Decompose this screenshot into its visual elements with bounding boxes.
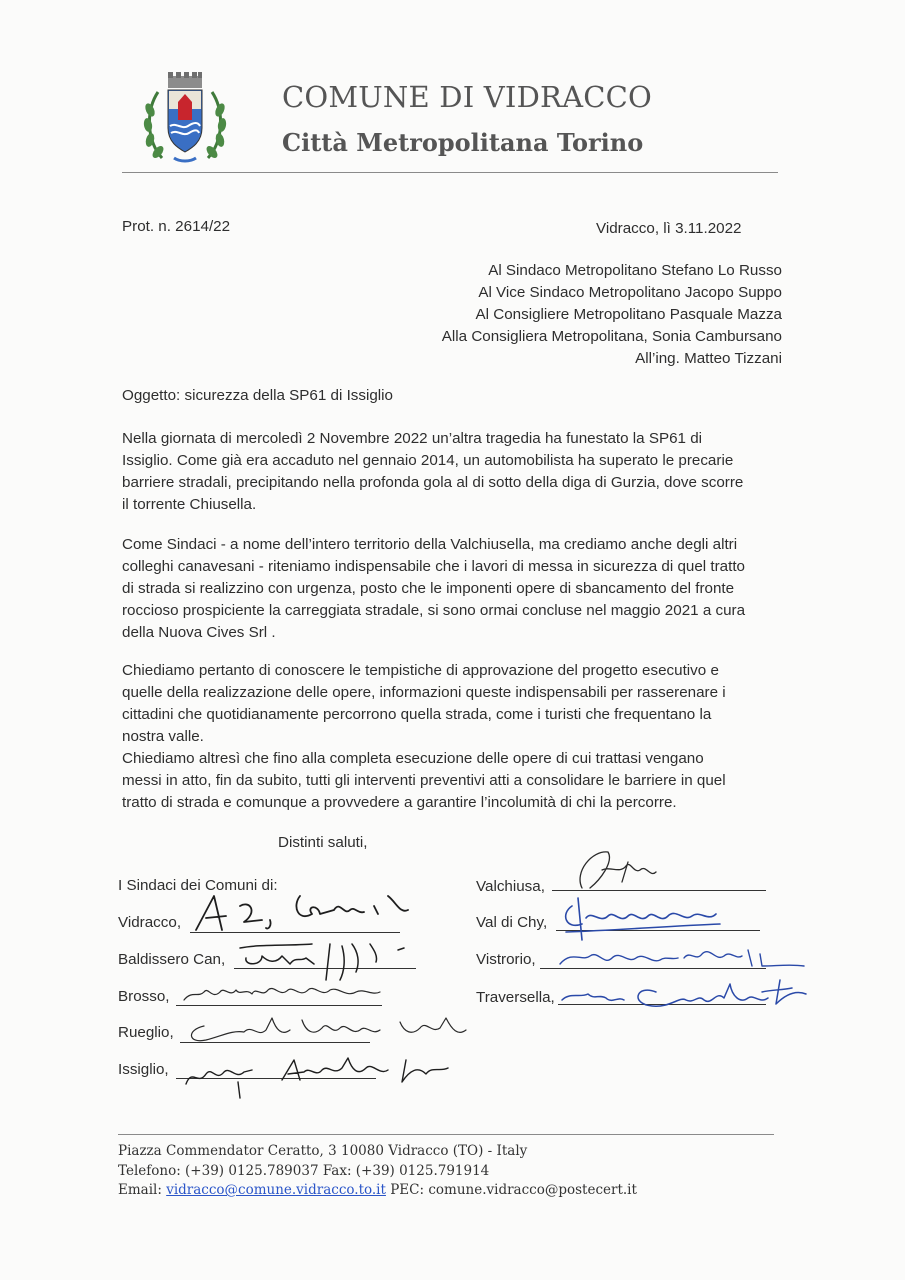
footer-divider — [118, 1134, 774, 1135]
municipality-title: COMUNE DI VIDRACCO — [282, 80, 652, 114]
recipient-line: Alla Consigliera Metropolitana, Sonia Cambursano — [441, 328, 782, 345]
signatory-val-di-chy: Val di Chy, — [476, 914, 548, 931]
signature-vistrorio — [560, 950, 804, 966]
paragraph-line: colleghi canavesani - riteniamo indispensabile che i lavori di messa in sicurezza di quel tratto — [122, 558, 746, 575]
signature-valchiusa — [580, 852, 656, 888]
paragraph-line: cittadini che quotidianamente percorrono quella strada, come i turisti che frequentano la — [122, 706, 712, 723]
paragraph-line: roccioso prospiciente la carreggiata stradale, si sono ormai concluse nel maggio 2021 a cura — [122, 602, 746, 619]
closing-greeting: Distinti saluti, — [278, 834, 368, 851]
signatories-intro: I Sindaci dei Comuni di: — [118, 877, 278, 894]
signatory-brosso: Brosso, — [118, 988, 170, 1005]
municipality-subtitle: Città Metropolitana Torino — [282, 128, 644, 157]
footer-phone: Telefono: (+39) 0125.789037 Fax: (+39) 0125.791914 — [118, 1163, 490, 1179]
paragraph-line: barriere stradali, precipitando nella profonda gola al di sotto della diga di Gurzia, dove scorre — [122, 474, 744, 491]
signature-vidracco — [196, 896, 408, 930]
signature-issiglio — [186, 1058, 448, 1098]
paragraph-line: il torrente Chiusella. — [122, 496, 257, 513]
paragraph-line: quelle della realizzazione delle opere, informazioni queste indispensabili per rasserenare i — [122, 684, 726, 701]
footer-contacts — [118, 1181, 637, 1200]
paragraph-line: di strada si realizzino con urgenza, posto che le imponenti opere di sbancamento del fronte — [122, 580, 735, 597]
signatory-traversella: Traversella, — [476, 989, 555, 1006]
paragraph-line: Issiglio. Come già era accaduto nel gennaio 2014, un automobilista ha superato le precarie — [122, 452, 734, 469]
paragraph-line: Chiediamo altresì che fino alla completa esecuzione delle opere di cui trattasi vengano — [122, 750, 704, 767]
paragraph-line: messi in atto, fin da subito, tutti gli interventi preventivi atti a consolidare le barriere in quel — [122, 772, 726, 789]
signature-brosso — [184, 988, 380, 1000]
signatory-valchiusa: Valchiusa, — [476, 878, 545, 895]
signatory-vidracco: Vidracco, — [118, 914, 182, 931]
paragraph-line: Nella giornata di mercoledì 2 Novembre 2022 un’altra tragedia ha funestato la SP61 di — [122, 430, 703, 447]
paragraph-line: della Nuova Cives Srl . — [122, 624, 276, 641]
pec-address: PEC: comune.vidracco@postecert.it — [385, 1182, 637, 1198]
signatory-issiglio: Issiglio, — [118, 1061, 169, 1078]
signatory-rueglio: Rueglio, — [118, 1024, 174, 1041]
paragraph-line: Chiediamo pertanto di conoscere le tempistiche di approvazione del progetto esecutivo e — [122, 662, 719, 679]
protocol-number: Prot. n. 2614/22 — [122, 218, 231, 235]
email-label: Email: — [118, 1182, 167, 1198]
footer-address: Piazza Commendator Ceratto, 3 10080 Vidracco (TO) - Italy — [118, 1143, 528, 1159]
recipient-line: Al Sindaco Metropolitano Stefano Lo Russo — [488, 262, 782, 279]
signature-rueglio — [191, 1018, 466, 1041]
signatory-baldissero: Baldissero Can, — [118, 951, 226, 968]
recipient-line: Al Consigliere Metropolitano Pasquale Mazza — [475, 306, 782, 323]
signatory-vistrorio: Vistrorio, — [476, 951, 536, 968]
recipient-line: All’ing. Matteo Tizzani — [635, 350, 782, 367]
place-date: Vidracco, lì 3.11.2022 — [596, 220, 742, 237]
paragraph-line: nostra valle. — [122, 728, 204, 745]
subject-line: Oggetto: sicurezza della SP61 di Issiglio — [122, 387, 393, 404]
recipient-line: Al Vice Sindaco Metropolitano Jacopo Suppo — [478, 284, 782, 301]
paragraph-line: tratto di strada e comunque a provvedere a garantire l’incolumità di chi la percorre. — [122, 794, 677, 811]
email-link[interactable]: vidracco@comune.vidracco.to.it — [166, 1182, 386, 1198]
signature-val-di-chy — [566, 898, 720, 940]
paragraph-line: Come Sindaci - a nome dell’intero territorio della Valchiusella, ma crediamo anche degli altri — [122, 536, 738, 553]
signature-traversella — [562, 980, 806, 1006]
signature-baldissero — [240, 944, 404, 980]
